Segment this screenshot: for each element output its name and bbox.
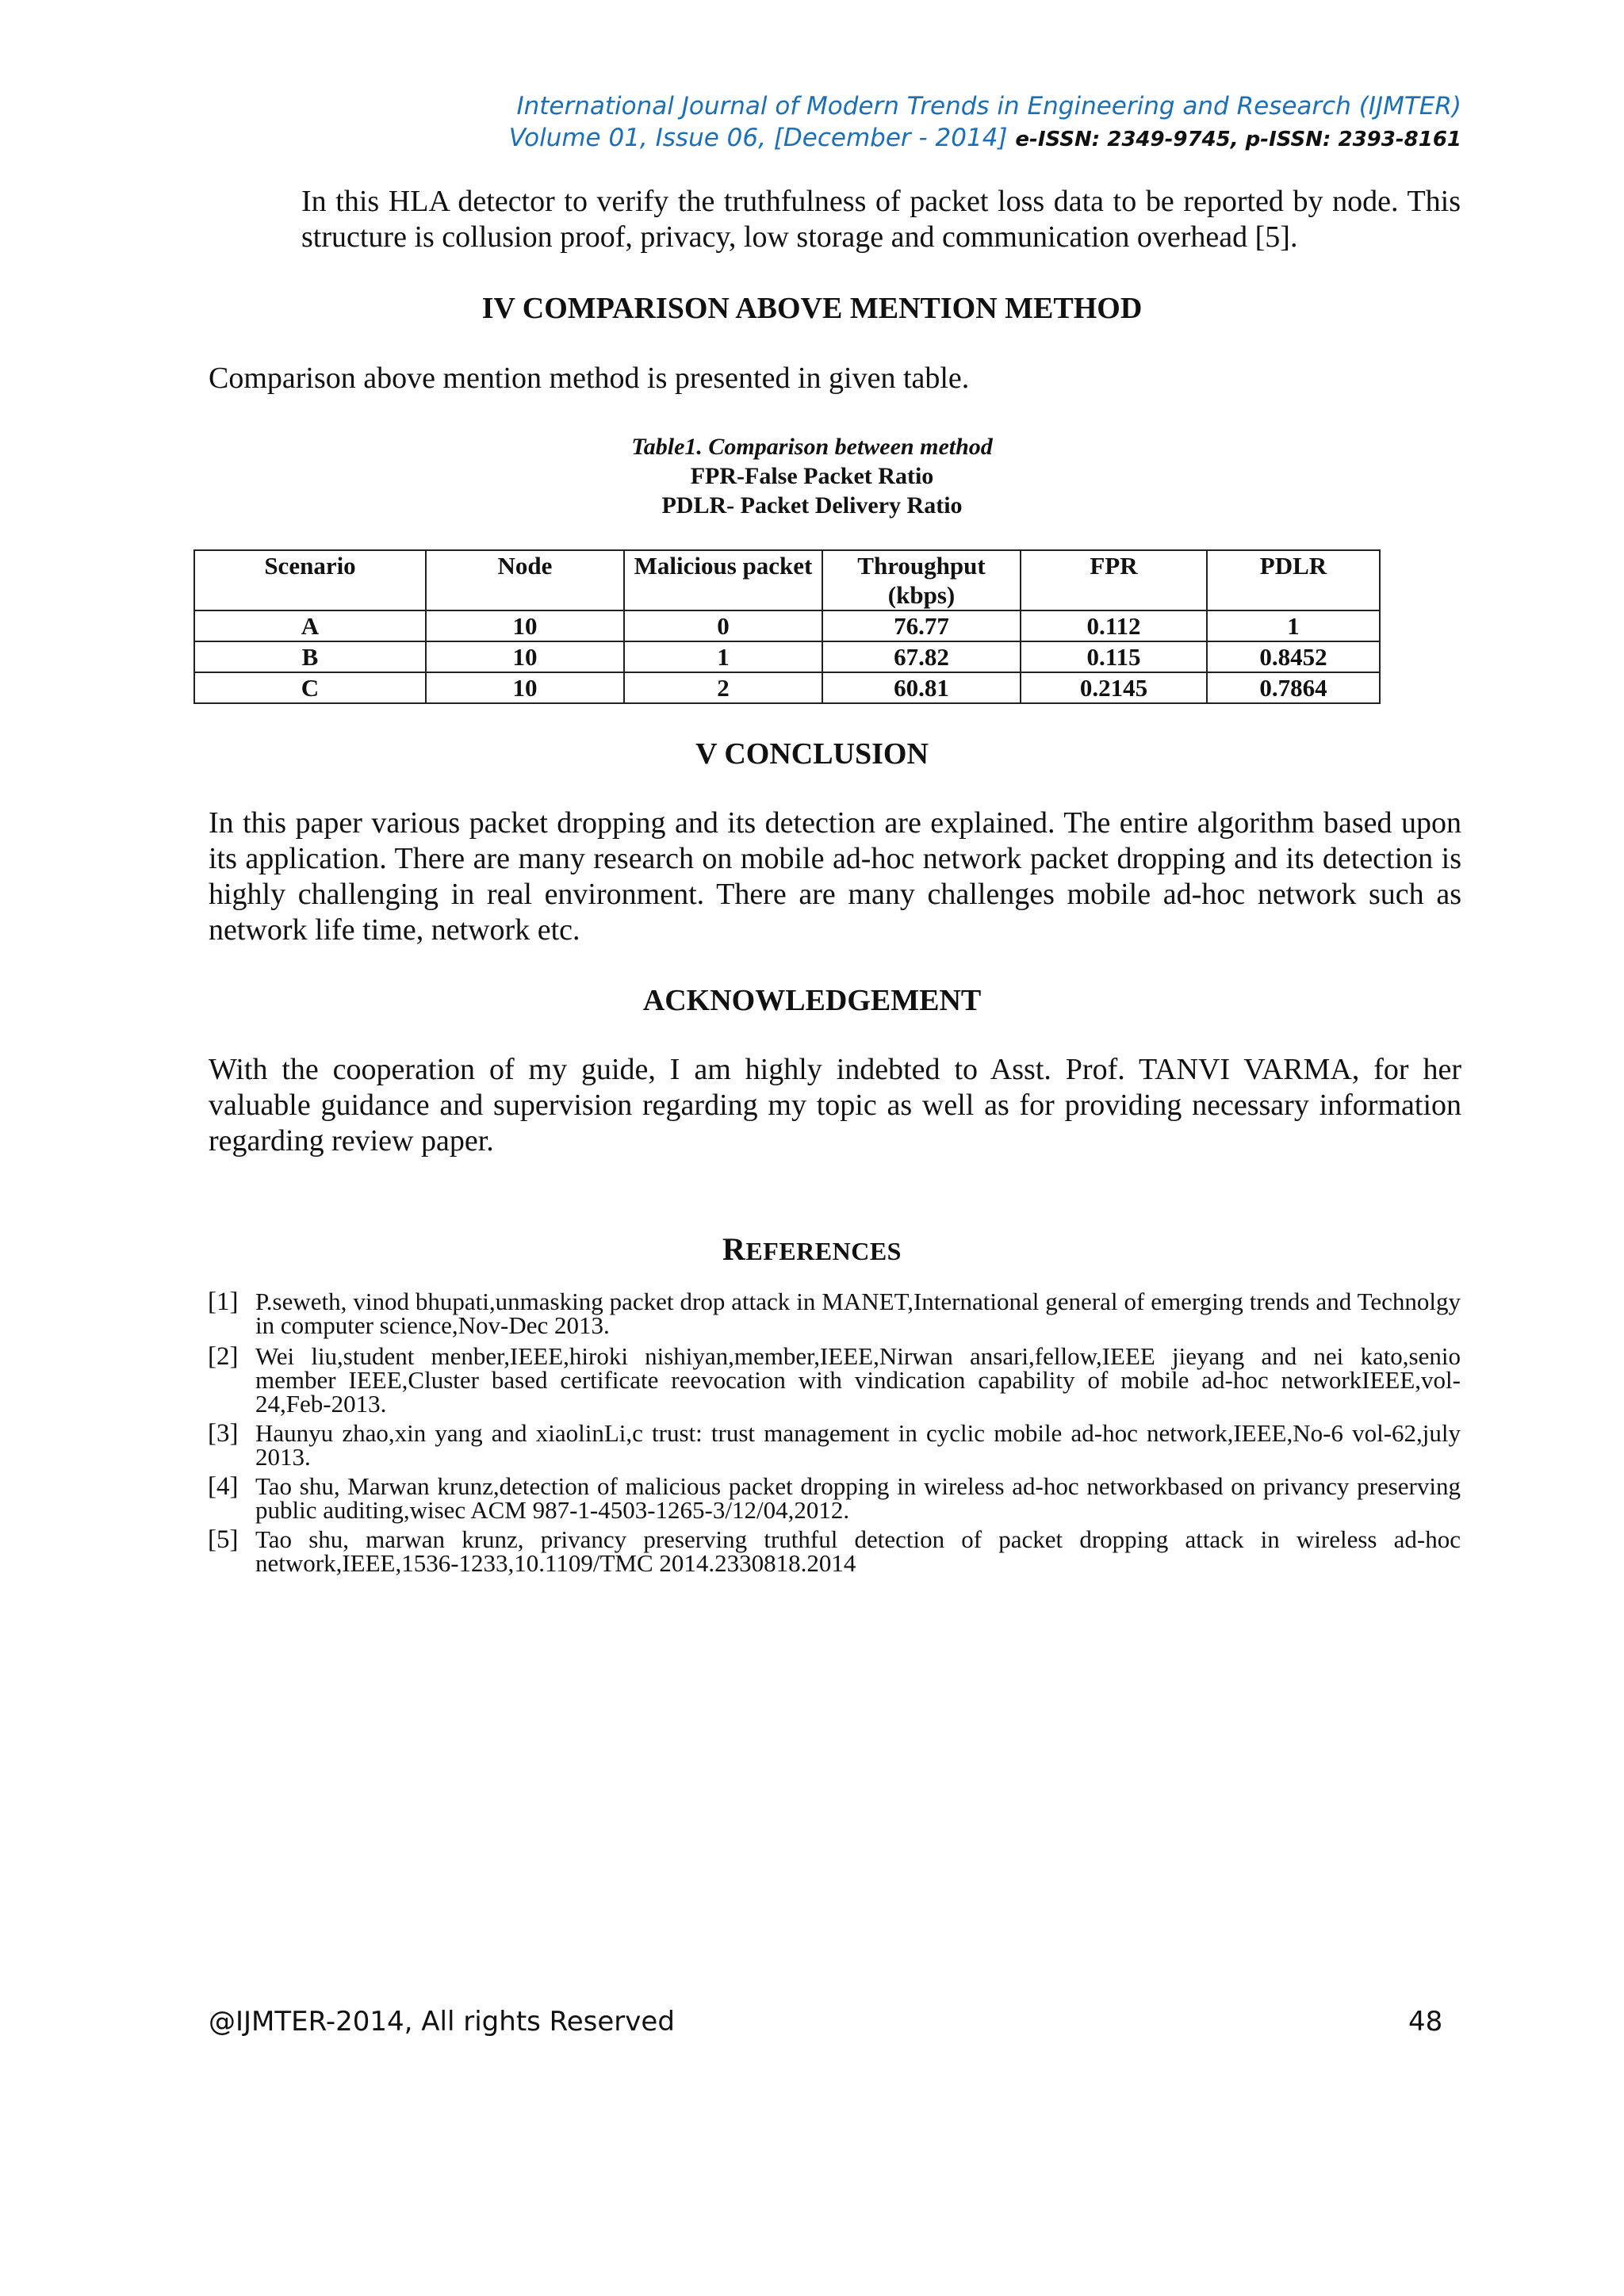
- table-header-cell: Malicious packet: [624, 550, 822, 610]
- intro-paragraph: In this HLA detector to verify the truthfulness of packet loss data to be reported by node. This structure is collusion proof, privacy, low storage and communication overhead [5].: [301, 185, 1461, 254]
- table-cell: 60.81: [822, 672, 1021, 703]
- table-cell: 1: [1207, 610, 1380, 641]
- comparison-table: [193, 549, 1381, 704]
- reference-item: [208, 1419, 1461, 1471]
- table-header-row: [194, 550, 1380, 610]
- reference-text: P.seweth, vinod bhupati,unmasking packet drop attack in MANET,International general of emerging trends and Technolgy in computer science,Nov-Dec 2013.: [255, 1288, 1461, 1339]
- table-cell: 0.8452: [1207, 641, 1380, 672]
- table-header-cell: Throughput (kbps): [822, 550, 1021, 610]
- reference-number: [4]: [208, 1472, 239, 1501]
- table-cell: 67.82: [822, 641, 1021, 672]
- table-cell: 76.77: [822, 610, 1021, 641]
- table-header-cell: Scenario: [194, 550, 426, 610]
- reference-item: [208, 1290, 1461, 1337]
- section4-text: Comparison above mention method is presented in given table.: [209, 362, 970, 395]
- table-cell: 0.112: [1021, 610, 1207, 641]
- reference-number: [1]: [208, 1288, 239, 1316]
- reference-number: [3]: [208, 1419, 239, 1448]
- table-cell: 2: [624, 672, 822, 703]
- reference-item: [208, 1472, 1461, 1524]
- table-row: [194, 641, 1380, 672]
- table-cell: 10: [426, 641, 624, 672]
- table-header-cell: FPR: [1021, 550, 1207, 610]
- table-cell: A: [194, 610, 426, 641]
- table-cell: 0: [624, 610, 822, 641]
- table-row: [194, 610, 1380, 641]
- reference-text: Tao shu, marwan krunz, privancy preserving truthful detection of packet dropping attack in wireless ad-hoc network,IEEE,1536-1233,10.1109/TMC 2014.2330818.2014: [255, 1525, 1461, 1577]
- table-header-cell: Node: [426, 550, 624, 610]
- conclusion-paragraph: In this paper various packet dropping and its detection are explained. The entire algorithm based upon its application. There are many research on mobile ad-hoc network packet dropping and its detection is highly challenging in real environment. There are many challenges mobile ad-hoc network such as network life time, network etc.: [209, 806, 1461, 947]
- table-cell: 0.2145: [1021, 672, 1207, 703]
- references-heading: REFERENCES: [722, 1231, 902, 1267]
- journal-issn: e-ISSN: 2349-9745, p-ISSN: 2393-8161: [1015, 128, 1461, 151]
- table-row: [194, 672, 1380, 703]
- reference-number: [2]: [208, 1342, 239, 1371]
- reference-text: Haunyu zhao,xin yang and xiaolinLi,c trust: trust management in cyclic mobile ad-hoc network,IEEE,No-6 vol-62,july 2013.: [255, 1419, 1461, 1471]
- journal-title: International Journal of Modern Trends in Engineering and Research (IJMTER): [516, 92, 1461, 121]
- acknowledgement-heading: ACKNOWLEDGEMENT: [642, 984, 982, 1017]
- table-cell: 0.115: [1021, 641, 1207, 672]
- journal-volume: Volume 01, Issue 06, [December - 2014]: [508, 124, 1008, 152]
- footer-page-number: 48: [1408, 2006, 1443, 2038]
- reference-item: [208, 1342, 1461, 1418]
- footer-copyright: @IJMTER-2014, All rights Reserved: [209, 2006, 675, 2038]
- table-note-pdlr: PDLR- Packet Delivery Ratio: [661, 492, 963, 519]
- table-note-fpr: FPR-False Packet Ratio: [690, 463, 934, 489]
- reference-item: [208, 1525, 1461, 1577]
- section5-heading: V CONCLUSION: [695, 737, 929, 771]
- table-cell: 10: [426, 610, 624, 641]
- table-header-cell: PDLR: [1207, 550, 1380, 610]
- reference-text: Wei liu,student menber,IEEE,hiroki nishiyan,member,IEEE,Nirwan ansari,fellow,IEEE jieyang and nei kato,senio member IEEE,Cluster based certificate reevocation with vindication capability of mobile ad-hoc networkIEEE,vol-24,Feb-2013.: [255, 1342, 1461, 1418]
- section4-heading: IV COMPARISON ABOVE MENTION METHOD: [481, 292, 1143, 325]
- table-cell: B: [194, 641, 426, 672]
- journal-volume-line: [509, 124, 1461, 152]
- table-cell: 10: [426, 672, 624, 703]
- table-cell: C: [194, 672, 426, 703]
- acknowledgement-paragraph: With the cooperation of my guide, I am highly indebted to Asst. Prof. TANVI VARMA, for her valuable guidance and supervision regarding my topic as well as for providing necessary information regarding review paper.: [209, 1053, 1461, 1158]
- table-caption: Table1. Comparison between method: [631, 434, 993, 460]
- reference-text: Tao shu, Marwan krunz,detection of malicious packet dropping in wireless ad-hoc networkbased on privancy preserving public auditing,wisec ACM 987-1-4503-1265-3/12/04,2012.: [255, 1472, 1461, 1524]
- table-cell: 1: [624, 641, 822, 672]
- table-cell: 0.7864: [1207, 672, 1380, 703]
- reference-number: [5]: [208, 1525, 239, 1554]
